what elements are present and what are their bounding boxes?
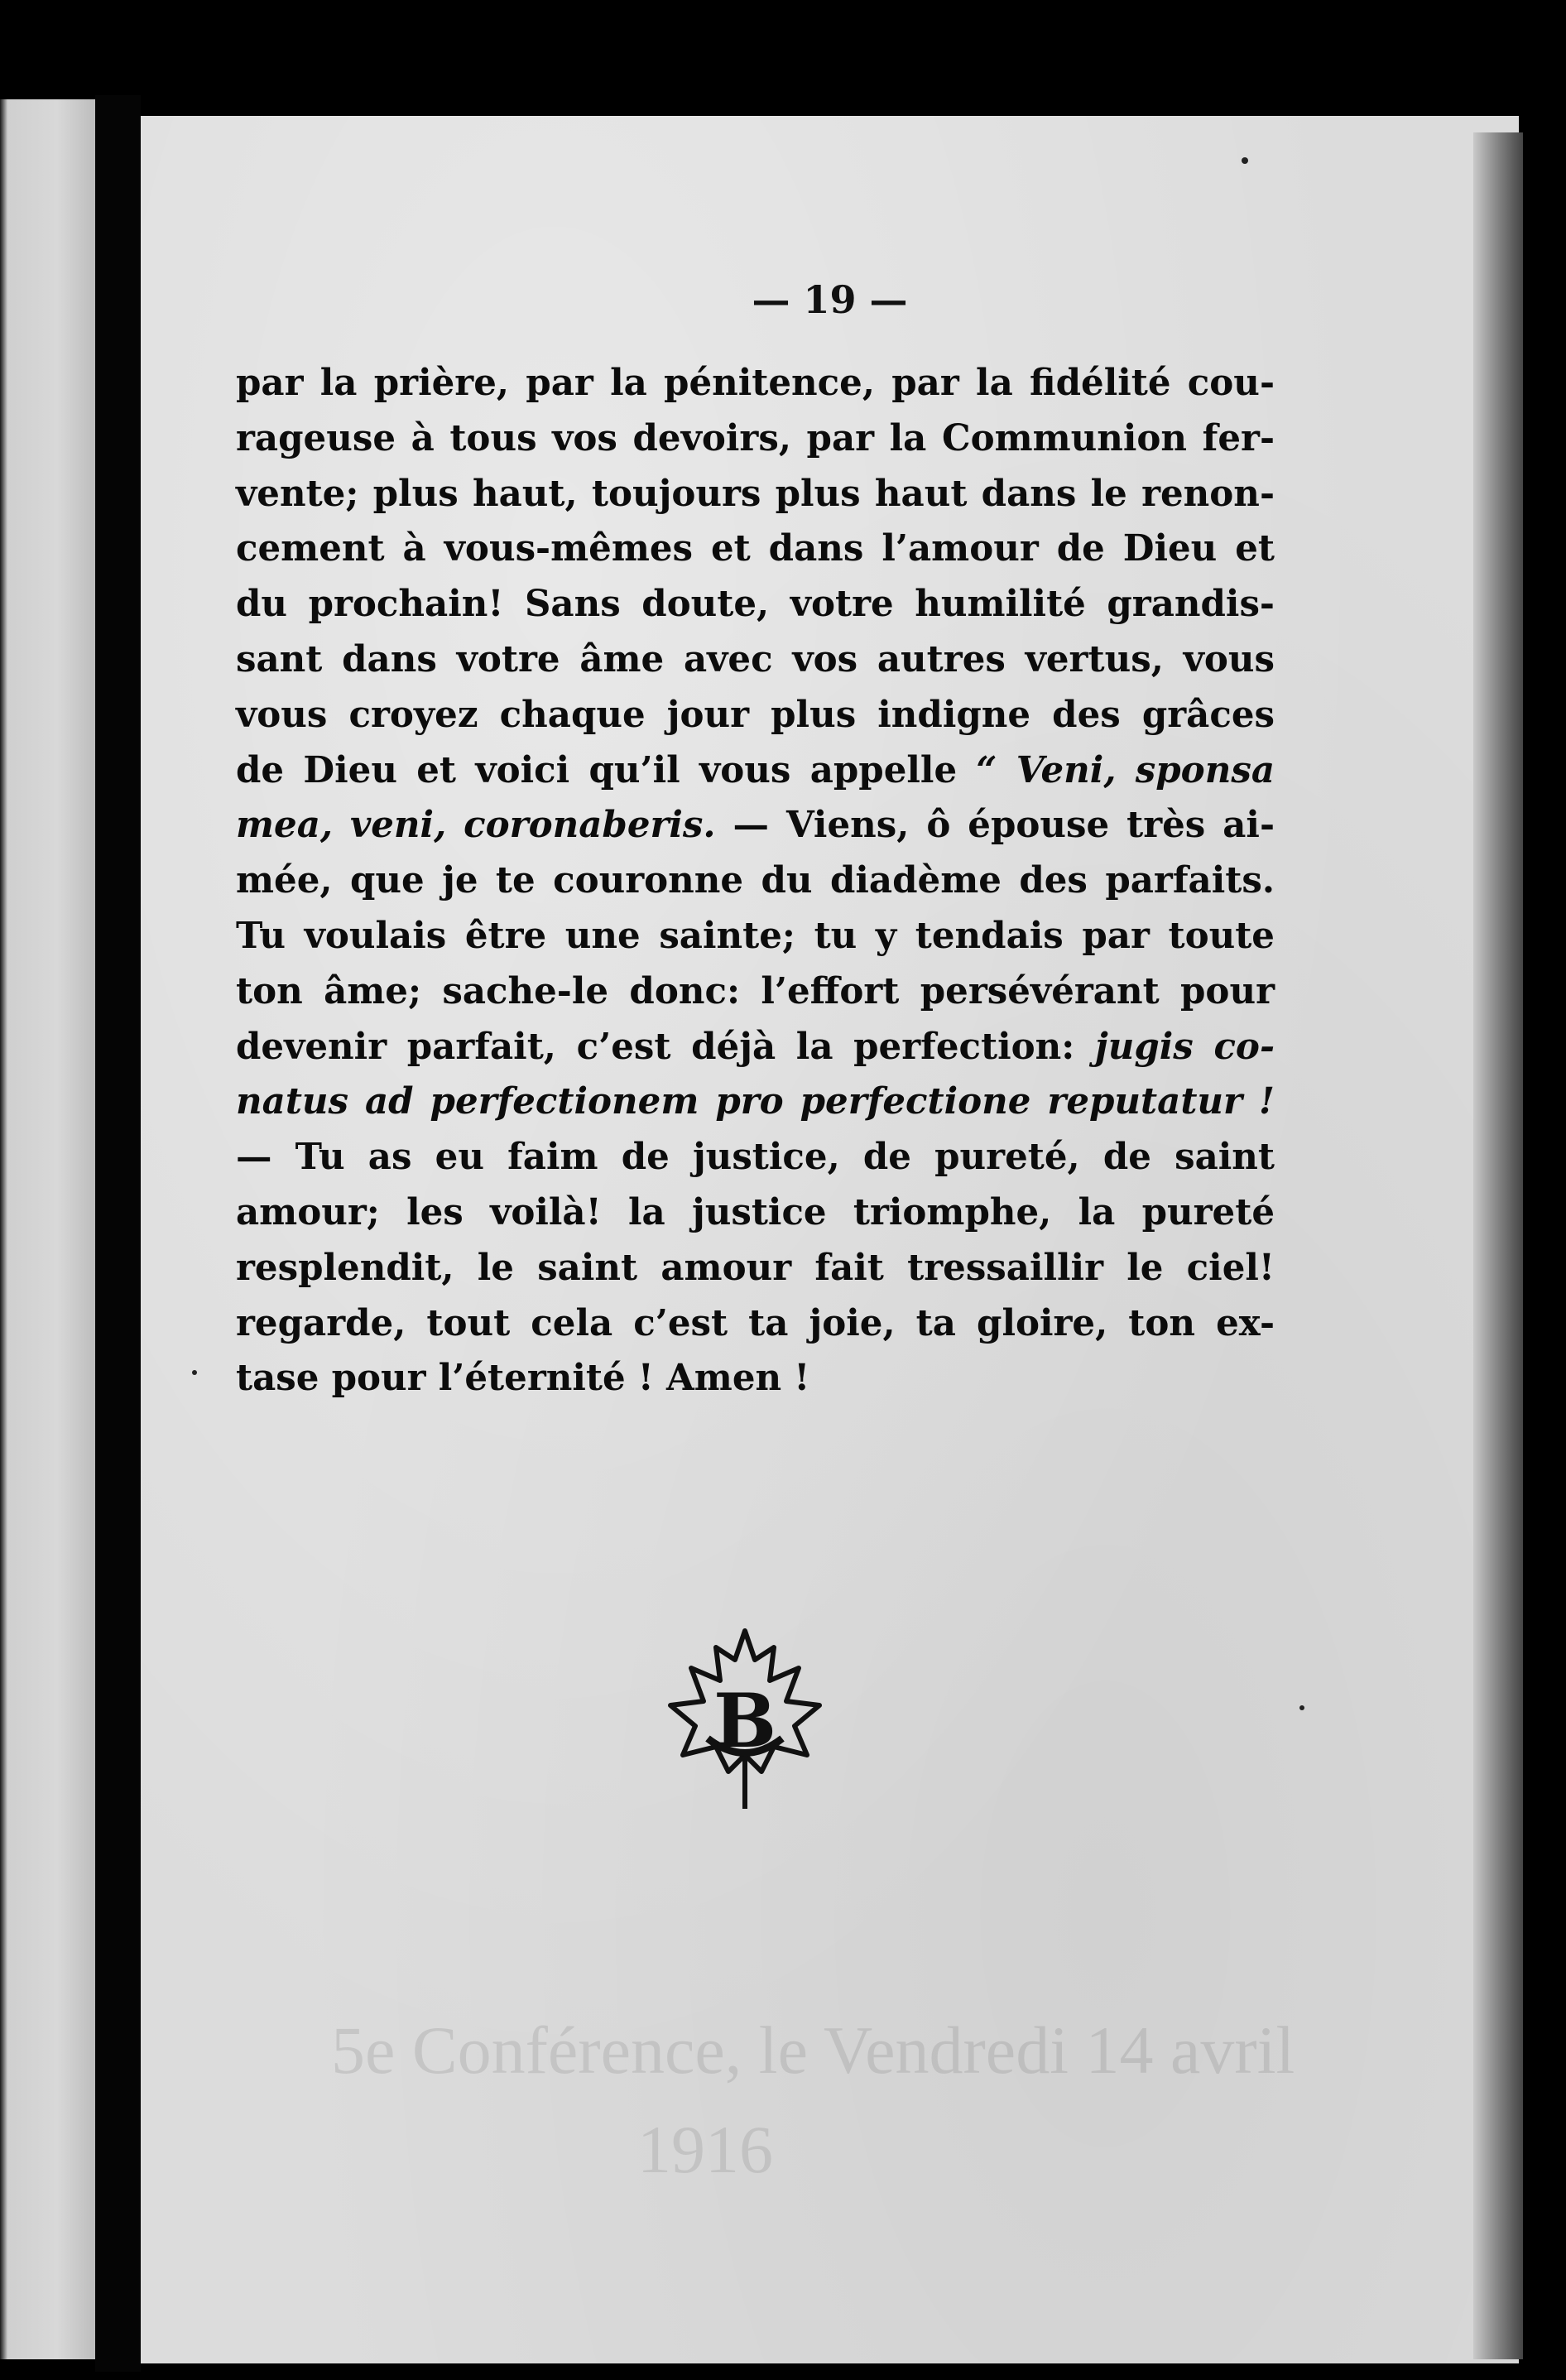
latin-quote: mea, veni, coronaberis.	[236, 804, 716, 847]
text-line	[236, 743, 1275, 799]
text-line	[236, 1185, 1275, 1241]
text-segment: tase pour l’éternité ! Amen !	[236, 1357, 810, 1400]
text-line	[236, 577, 1275, 632]
text-segment: resplendit, le saint amour fait tressaillir le ciel!	[236, 1246, 1275, 1289]
text-line	[236, 1130, 1275, 1185]
text-segment: sant dans votre âme avec vos autres vertus, vous	[236, 637, 1275, 680]
text-segment: vous croyez chaque jour plus indigne des grâces	[236, 693, 1275, 736]
text-line	[236, 411, 1275, 467]
text-line	[236, 632, 1275, 688]
text-line	[236, 853, 1275, 909]
dust-speck	[192, 1370, 197, 1375]
text-line	[236, 688, 1275, 743]
body-text	[236, 356, 1275, 1406]
page-edge-shadow	[1473, 132, 1523, 2359]
latin-quote: jugis co-	[1095, 1025, 1275, 1068]
text-line	[236, 467, 1275, 522]
text-line	[236, 1296, 1275, 1352]
text-segment: devenir parfait, c’est déjà la perfection:	[236, 1025, 1095, 1068]
latin-quote: natus ad perfectionem pro perfectione reputatur !	[236, 1080, 1275, 1123]
dust-speck	[1299, 1705, 1304, 1710]
page-number: — 19 —	[752, 277, 908, 322]
text-segment: mée, que je te couronne du diadème des parfaits.	[236, 859, 1275, 902]
text-segment: cement à vous-mêmes et dans l’amour de Dieu et	[236, 527, 1275, 570]
text-segment: — Viens, ô épouse très ai-	[715, 804, 1275, 847]
bleed-through-line-2: 1916	[637, 2112, 773, 2187]
text-line	[236, 522, 1275, 577]
text-segment: Tu voulais être une sainte; tu y tendais par toute	[236, 914, 1275, 957]
dust-speck	[1242, 157, 1248, 164]
text-line	[236, 964, 1275, 1020]
text-segment: rageuse à tous vos devoirs, par la Communion fer-	[236, 416, 1275, 459]
text-segment: — Tu as eu faim de justice, de pureté, de saint	[236, 1136, 1275, 1179]
text-line	[236, 1351, 1275, 1406]
text-segment: du prochain! Sans doute, votre humilité grandis-	[236, 583, 1275, 626]
text-segment: ton âme; sache-le donc: l’effort persévérant pour	[236, 969, 1275, 1012]
facing-page-edge	[0, 99, 95, 2359]
text-segment: regarde, tout cela c’est ta joie, ta gloire, ton ex-	[236, 1301, 1275, 1344]
book-binding-shadow	[95, 95, 141, 2372]
text-segment: vente; plus haut, toujours plus haut dans le renon-	[236, 472, 1275, 515]
svg-text:B: B	[713, 1677, 777, 1765]
text-line	[236, 1020, 1275, 1075]
text-line	[236, 1075, 1275, 1130]
text-line	[236, 798, 1275, 853]
bleed-through-line-1: 5e Conférence, le Vendredi 14 avril	[331, 2012, 1295, 2088]
latin-quote: “ Veni, sponsa	[976, 748, 1275, 791]
text-segment: par la prière, par la pénitence, par la fidélité cou-	[236, 362, 1275, 404]
maple-leaf-monogram-icon	[662, 1623, 828, 1813]
text-line	[236, 356, 1275, 411]
text-segment: de Dieu et voici qu’il vous appelle	[236, 748, 977, 791]
text-line	[236, 1241, 1275, 1296]
text-line	[236, 909, 1275, 964]
text-segment: amour; les voilà! la justice triomphe, la pureté	[236, 1190, 1275, 1233]
